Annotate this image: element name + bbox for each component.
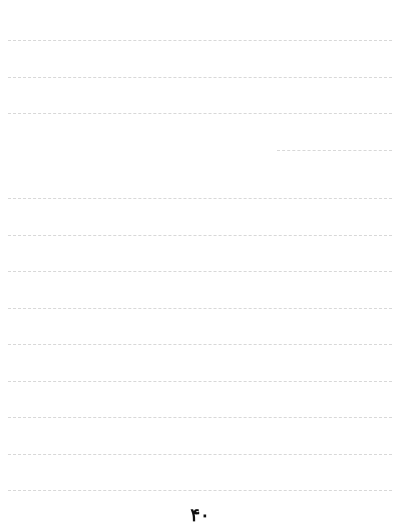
text-line <box>8 314 392 345</box>
text-line <box>8 205 392 236</box>
text-line <box>8 424 392 455</box>
text-line <box>277 120 392 151</box>
text-line <box>8 460 392 491</box>
paragraph-1 <box>8 10 392 151</box>
page-number: ۴۰ <box>190 505 210 526</box>
paragraph-gap <box>8 156 392 168</box>
text-line <box>8 387 392 418</box>
text-line <box>8 47 392 78</box>
text-line <box>8 10 392 41</box>
text-line <box>8 241 392 272</box>
text-line <box>8 83 392 114</box>
text-line <box>8 168 392 199</box>
text-line <box>8 351 392 382</box>
paragraph-2 <box>8 168 392 491</box>
text-line <box>8 278 392 309</box>
